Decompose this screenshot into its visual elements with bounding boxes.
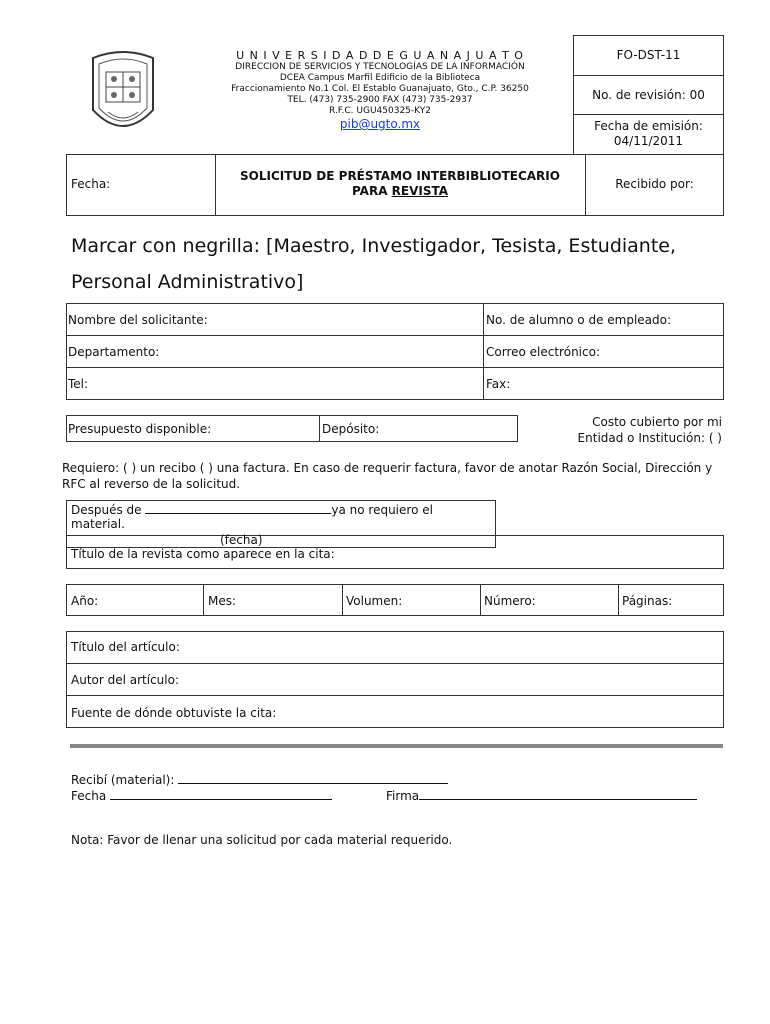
recibi-input[interactable] <box>178 771 448 784</box>
numero-field[interactable]: Número: <box>484 594 536 608</box>
departamento-field[interactable]: Departamento: <box>68 345 160 359</box>
volumen-field[interactable]: Volumen: <box>346 594 403 608</box>
fecha-field[interactable]: Fecha: <box>71 177 111 191</box>
firma-input[interactable] <box>419 787 697 800</box>
recibido-field[interactable]: Recibido por: <box>615 177 694 191</box>
rfc-text: R.F.C. UGU450325-KY2 <box>329 106 431 116</box>
autor-articulo-field[interactable]: Autor del artículo: <box>71 673 180 687</box>
direccion-text: DIRECCION DE SERVICIOS Y TECNOLOGÍAS DE LA INFORMACIÓN <box>235 62 525 72</box>
fuente-field[interactable]: Fuente de dónde obtuviste la cita: <box>71 706 277 720</box>
despues-suffix: ya no requiero el <box>331 503 433 517</box>
anio-field[interactable]: Año: <box>71 594 99 608</box>
correo-field[interactable]: Correo electrónico: <box>486 345 600 359</box>
titulo-revista-label: Título de la revista como aparece en la cita: <box>71 547 335 561</box>
nota-text: Nota: Favor de llenar una solicitud por cada material requerido. <box>71 833 453 847</box>
form-title-prefix: PARA <box>351 184 392 198</box>
mes-field[interactable]: Mes: <box>208 594 237 608</box>
document-code: FO-DST-11 <box>616 48 681 62</box>
campus-text: DCEA Campus Marfil Edificio de la Biblioteca <box>279 73 481 83</box>
address-text: Fraccionamiento No.1 Col. El Establo Guanajuato, Gto., C.P. 36250 <box>231 84 529 94</box>
nombre-field[interactable]: Nombre del solicitante: <box>68 313 208 327</box>
form-title-revista: REVISTA <box>391 184 449 198</box>
despues-prefix: Después de <box>71 503 142 517</box>
emission-label: Fecha de emisión: <box>594 119 703 133</box>
university-seal-logo <box>88 50 158 142</box>
footer-fecha-label: Fecha <box>71 789 107 803</box>
costo-line2: Entidad o Institución: ( ) <box>577 431 722 445</box>
email-link[interactable]: pib@ugto.mx <box>339 117 421 131</box>
university-name: U N I V E R S I D A D D E G U A N A J U A T O <box>236 49 524 62</box>
separator-bar <box>70 744 723 748</box>
requiero-text: Requiero: ( ) un recibo ( ) una factura. En caso de requerir factura, favor de anotar Razón Social, Dirección y RFC al reverso de la solicitud. <box>62 461 713 491</box>
phones-text: TEL. (473) 735-2900 FAX (473) 735-2937 <box>287 95 473 105</box>
despues-fecha-label: (fecha) <box>220 533 263 547</box>
emission-date: 04/11/2011 <box>613 134 684 148</box>
revision-number: No. de revisión: 00 <box>592 88 705 102</box>
costo-line1: Costo cubierto por mi <box>592 415 722 429</box>
form-title: SOLICITUD DE PRÉSTAMO INTERBIBLIOTECARIO <box>240 169 560 183</box>
recibi-label: Recibí (material): <box>71 773 175 787</box>
alumno-field[interactable]: No. de alumno o de empleado: <box>486 313 672 327</box>
tel-field[interactable]: Tel: <box>68 377 89 391</box>
deposito-field[interactable]: Depósito: <box>322 422 380 436</box>
paginas-field[interactable]: Páginas: <box>622 594 673 608</box>
firma-label: Firma <box>386 789 420 803</box>
footer-fecha-input[interactable] <box>110 787 332 800</box>
titulo-articulo-field[interactable]: Título del artículo: <box>71 640 180 654</box>
despues-fecha-input[interactable] <box>145 503 331 514</box>
presupuesto-field[interactable]: Presupuesto disponible: <box>68 422 212 436</box>
instruction-text: Marcar con negrilla: [Maestro, Investigador, Tesista, Estudiante, Personal Administrativo] <box>71 235 677 293</box>
fax-field[interactable]: Fax: <box>486 377 511 391</box>
despues-line2: material. <box>71 517 125 531</box>
